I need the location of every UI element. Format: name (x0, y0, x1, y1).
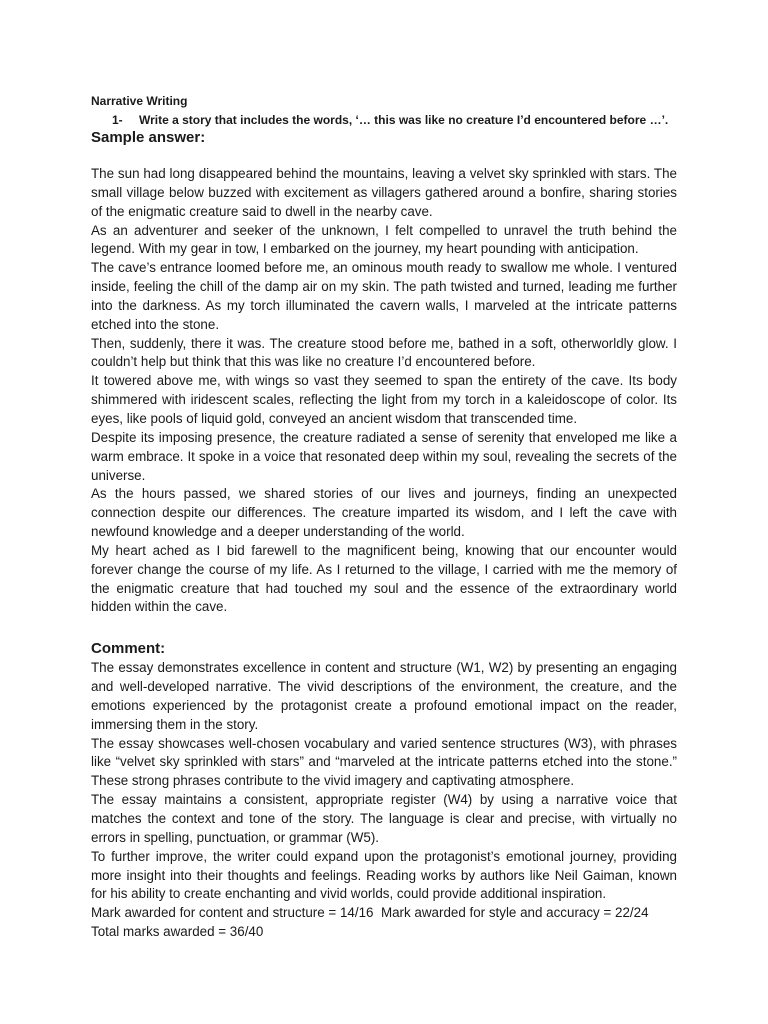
content-structure-mark: Mark awarded for content and structure = 14/16 (91, 905, 374, 921)
story-paragraph: The sun had long disappeared behind the mountains, leaving a velvet sky sprinkled with stars. The small village below buzzed with excitement as villagers gathered around a bonfire, sharing stories of the enigmatic creature said to dwell in the nearby cave. (91, 166, 677, 219)
marks-line (91, 904, 677, 923)
story-paragraph: Then, suddenly, there it was. The creature stood before me, bathed in a soft, otherworldly glow. I couldn’t help but think that this was like no creature I’d encountered before. (91, 335, 677, 370)
story-paragraph: As an adventurer and seeker of the unknown, I felt compelled to unravel the truth behind the legend. With my gear in tow, I embarked on the journey, my heart pounding with anticipation. (91, 222, 677, 257)
total-marks: Total marks awarded = 36/40 (91, 924, 264, 940)
story-paragraph: My heart ached as I bid farewell to the magnificent being, knowing that our encounter would forever change the course of my life. As I returned to the village, I carried with me the memory of the enigmatic creature that had touched my soul and the essence of the extraordinary world hidden within the cave. (91, 542, 677, 615)
comment-paragraph: To further improve, the writer could expand upon the protagonist’s emotional journey, providing more insight into their thoughts and feelings. Reading works by authors like Neil Gaiman, known for his ability to create enchanting and vivid worlds, could provide additional inspiration. (91, 848, 677, 902)
sample-answer-heading: Sample answer: (91, 129, 206, 146)
document-content (91, 93, 677, 942)
question (112, 112, 677, 128)
comment-paragraph: The essay showcases well-chosen vocabulary and varied sentence structures (W3), with phrases like “velvet sky sprinkled with stars” and “marveled at the intricate patterns etched into the stone.” These strong phrases contribute to the vivid imagery and captivating atmosphere. (91, 735, 677, 789)
question-text: Write a story that includes the words, ‘… this was like no creature I’d encountered before …’. (139, 113, 669, 127)
story-paragraph: As the hours passed, we shared stories of our lives and journeys, finding an unexpected connection despite our differences. The creature imparted its wisdom, and I left the cave with newfound knowledge and a deeper understanding of the world. (91, 486, 677, 540)
question-number: 1- (112, 113, 123, 127)
comment-paragraph: The essay maintains a consistent, appropriate register (W4) by using a narrative voice that matches the context and tone of the story. The language is clear and precise, with virtually no errors in spelling, punctuation, or grammar (W5). (91, 792, 677, 845)
comment-paragraph: The essay demonstrates excellence in content and structure (W1, W2) by presenting an engaging and well-developed narrative. The vivid descriptions of the environment, the creature, and the emotions experienced by the protagonist create a profound emotional impact on the reader, immersing them in the story. (91, 660, 677, 732)
story-paragraph: Despite its imposing presence, the creature radiated a sense of serenity that enveloped me like a warm embrace. It spoke in a voice that resonated deep within my soul, revealing the secrets of the universe. (91, 429, 677, 483)
comment-heading: Comment: (91, 640, 166, 658)
story-paragraph: The cave’s entrance loomed before me, an ominous mouth ready to swallow me whole. I ventured inside, feeling the chill of the damp air on my skin. The path twisted and turned, leading me further into the darkness. As my torch illuminated the cavern walls, I marveled at the intricate patterns etched into the stone. (91, 260, 677, 332)
section-title: Narrative Writing (91, 94, 188, 108)
story-paragraph: It towered above me, with wings so vast they seemed to span the entirety of the cave. Its body shimmered with iridescent scales, reflecting the light from my torch in a kaleidoscope of color. Its eyes, like pools of liquid gold, conveyed an ancient wisdom that transcended time. (91, 373, 677, 426)
style-accuracy-mark: Mark awarded for style and accuracy = 22/24 (380, 905, 649, 921)
